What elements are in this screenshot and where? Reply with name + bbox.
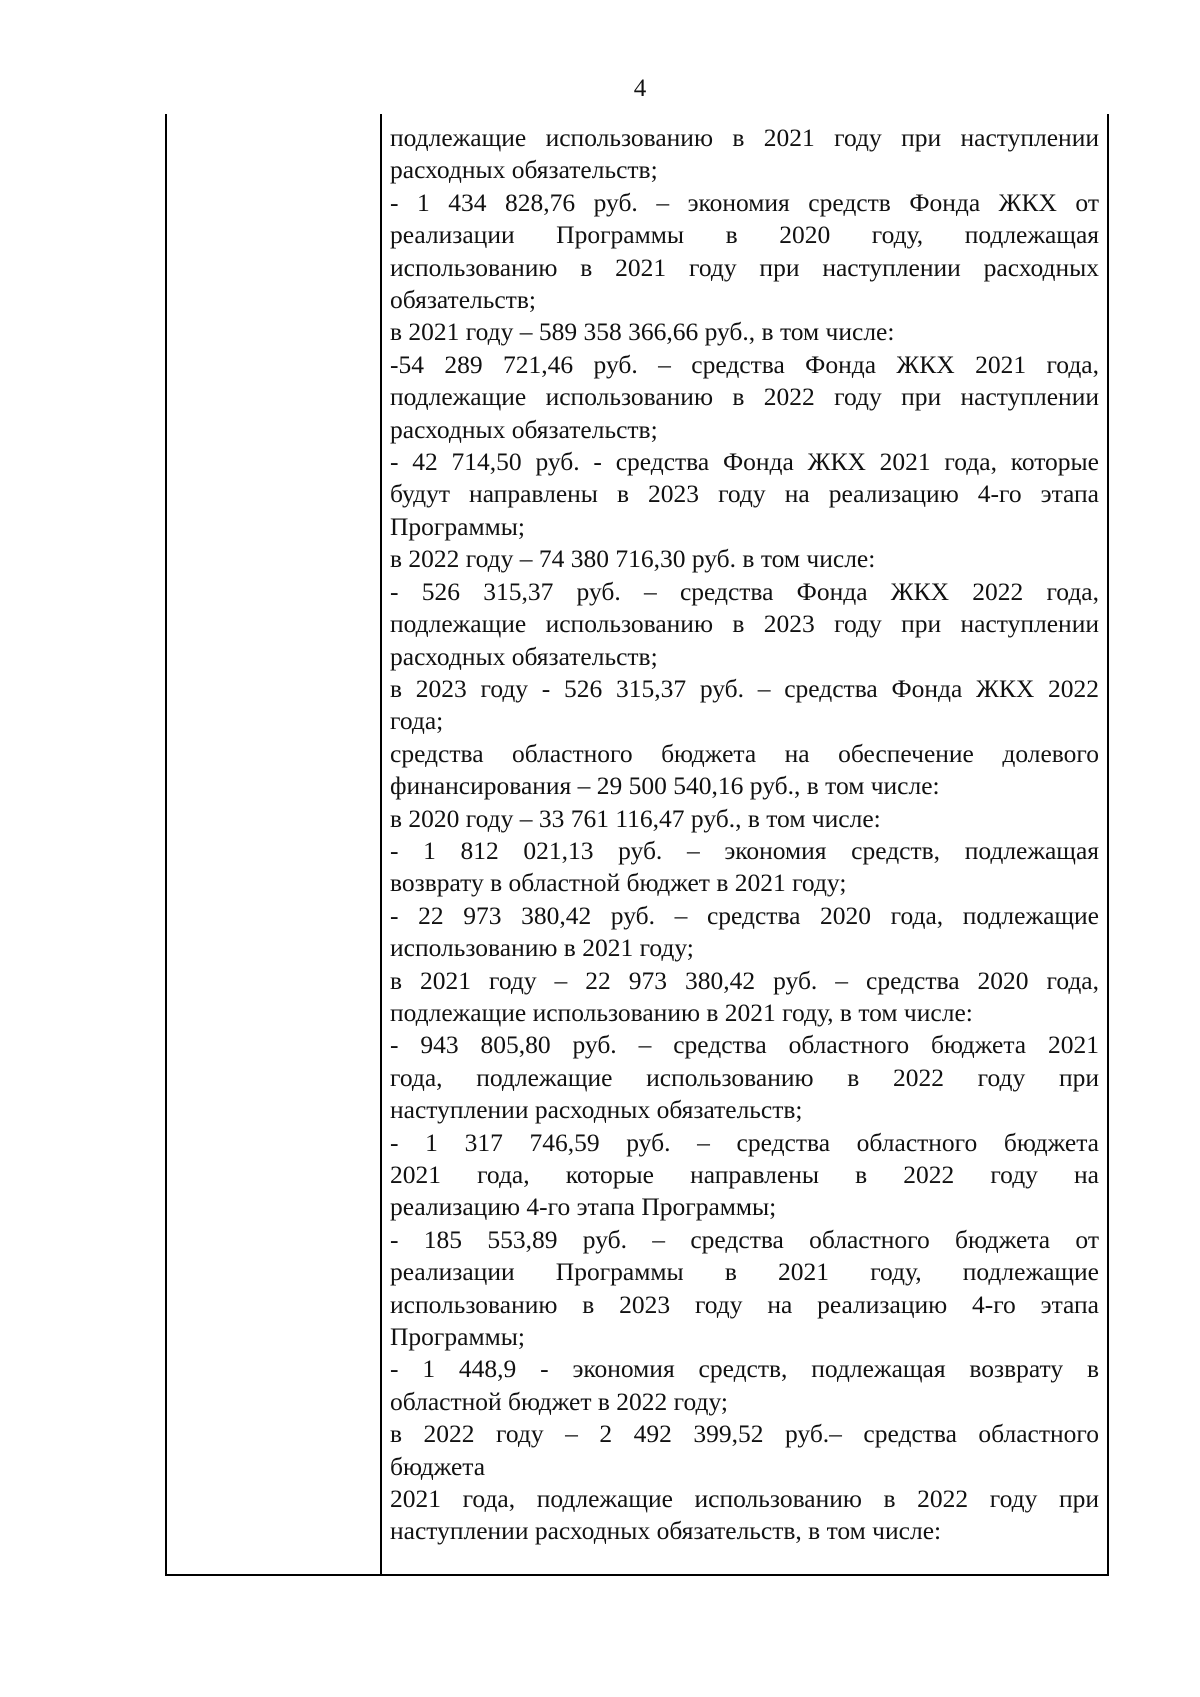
text-line: - 526 315,37 руб. – средства Фонда ЖКХ 2022 года, <box>390 576 1099 606</box>
text-line: подлежащие использованию в 2022 году при наступлении <box>390 382 1099 412</box>
body-text <box>390 122 1099 1548</box>
text-line: реализации Программы в 2021 году, подлежащие <box>390 1257 1099 1287</box>
text-line: реализации Программы в 2020 году, подлежащая <box>390 220 1099 250</box>
text-line: обязательств; <box>390 285 536 315</box>
text-line: - 185 553,89 руб. – средства областного бюджета от <box>390 1224 1099 1254</box>
text-line: - 42 714,50 руб. - средства Фонда ЖКХ 2021 года, которые <box>390 447 1099 477</box>
text-line: 2021 года, которые направлены в 2022 году на <box>390 1160 1099 1189</box>
text-line: финансирования – 29 500 540,16 руб., в том числе: <box>390 771 940 801</box>
text-line: расходных обязательств; <box>390 414 658 444</box>
text-line: подлежащие использованию в 2021 году, в том числе: <box>390 997 973 1027</box>
text-line: - 1 434 828,76 руб. – экономия средств Фонда ЖКХ от <box>390 187 1099 217</box>
text-line: - 1 812 021,13 руб. – экономия средств, подлежащая <box>390 835 1099 865</box>
text-line: расходных обязательств; <box>390 641 658 671</box>
text-line: бюджета <box>390 1451 486 1481</box>
text-line: - 943 805,80 руб. – средства областного бюджета 2021 <box>390 1030 1099 1060</box>
text-line: наступлении расходных обязательств; <box>390 1095 803 1125</box>
text-line: - 1 317 746,59 руб. – средства областного бюджета <box>390 1127 1099 1157</box>
text-line: года, подлежащие использованию в 2022 году при <box>390 1062 1099 1092</box>
text-line: в 2023 году - 526 315,37 руб. – средства Фонда ЖКХ 2022 <box>390 673 1099 703</box>
text-line: Программы; <box>390 511 525 541</box>
text-line: возврату в областной бюджет в 2021 году; <box>390 868 847 898</box>
text-line: использованию в 2021 году; <box>390 933 694 963</box>
table-row <box>166 114 1108 1575</box>
text-line: расходных обязательств; <box>390 155 658 185</box>
text-line: областной бюджет в 2022 году; <box>390 1386 728 1416</box>
text-line: Программы; <box>390 1322 525 1352</box>
text-line: использованию в 2021 году при наступлении расходных <box>390 252 1099 282</box>
text-line: средства областного бюджета на обеспечение долевого <box>390 738 1099 768</box>
text-line: наступлении расходных обязательств, в том числе: <box>390 1516 942 1546</box>
text-line: будут направлены в 2023 году на реализацию 4-го этапа <box>390 479 1099 509</box>
text-line: подлежащие использованию в 2021 году при наступлении <box>390 123 1099 152</box>
text-line: в 2022 году – 74 380 716,30 руб. в том числе: <box>390 544 876 574</box>
text-line: использованию в 2023 году на реализацию 4-го этапа <box>390 1289 1099 1319</box>
table-cell-label <box>166 114 381 1575</box>
text-line: -54 289 721,46 руб. – средства Фонда ЖКХ 2021 года, <box>390 349 1099 379</box>
page-number: 4 <box>633 75 647 102</box>
text-line: в 2022 году – 2 492 399,52 руб.– средства областного <box>390 1419 1099 1449</box>
document-table <box>165 114 1109 1576</box>
text-line: - 22 973 380,42 руб. – средства 2020 года, подлежащие <box>390 900 1099 930</box>
text-line: в 2021 году – 22 973 380,42 руб. – средства 2020 года, <box>390 965 1099 995</box>
text-line: в 2021 году – 589 358 366,66 руб., в том числе: <box>390 317 895 347</box>
text-line: - 1 448,9 - экономия средств, подлежащая возврату в <box>390 1354 1099 1384</box>
text-line: реализацию 4-го этапа Программы; <box>390 1192 777 1222</box>
text-line: года; <box>390 706 444 736</box>
text-line: подлежащие использованию в 2023 году при наступлении <box>390 609 1099 639</box>
text-line: в 2020 году – 33 761 116,47 руб., в том числе: <box>390 803 881 833</box>
text-line: 2021 года, подлежащие использованию в 2022 году при <box>390 1484 1099 1514</box>
table-cell-content <box>381 114 1108 1575</box>
